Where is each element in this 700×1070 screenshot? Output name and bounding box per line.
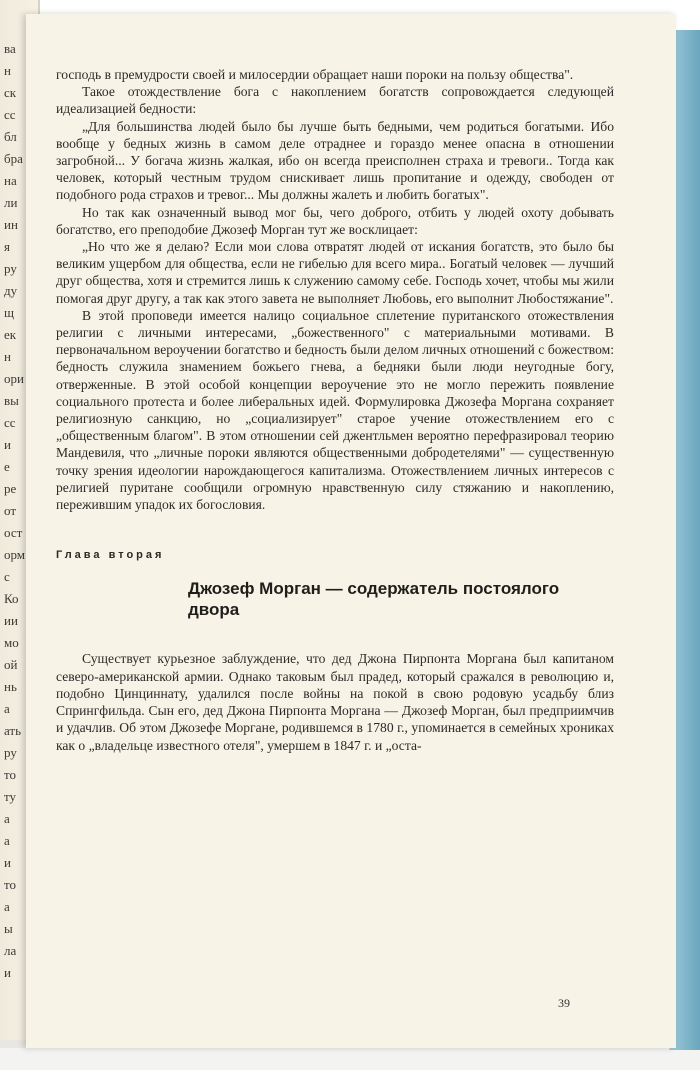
previous-page-fragment: орм [4, 547, 26, 562]
previous-page-fragment: бл [4, 129, 17, 144]
previous-page-fragment: н [4, 349, 11, 364]
previous-page-fragment: ла [4, 943, 17, 958]
book-page [26, 14, 676, 1048]
previous-page-fragment: и [4, 437, 11, 452]
previous-page-fragment: ии [4, 613, 18, 628]
previous-page-fragment: ру [4, 745, 17, 760]
previous-page-fragment: а [4, 899, 10, 914]
previous-page-fragment: бра [4, 151, 23, 166]
previous-page-fragment: а [4, 811, 10, 826]
previous-page-fragment: щ [4, 305, 15, 320]
paragraph: Существует курьезное заблуждение, что дед Джона Пирпонта Моргана был капитаном северо-американской армии. Однако таковым был прадед, который сражался в революцию и, подобно Цинциннату, удалился после войны на покой в свою родовую усадьбу близ Спрингфильда. Сын его, дед Джона Пирпонта Моргана — Джозеф Морган, был предприимчив и удачлив. Об этом Джозефе Моргане, родившемся в 1780 г., упоминается в семейных хрониках как о „владельце известного отеля", умершем в 1847 г. и „оста- [56, 651, 614, 753]
previous-page-fragment: и [4, 855, 11, 870]
previous-page-fragment: ой [4, 657, 18, 672]
previous-page-fragment: ск [4, 85, 17, 100]
previous-page-fragment: с [4, 569, 10, 584]
previous-page-fragment: ори [4, 371, 24, 386]
previous-page-fragment: то [4, 877, 17, 892]
paragraph: Но так как означенный вывод мог бы, чего доброго, отбить у людей охоту добывать богатство, его преподобие Джозеф Морган тут же восклицает: [56, 204, 614, 237]
previous-page-fragment: ту [4, 789, 17, 804]
previous-page-fragment: я [4, 239, 10, 254]
chapter-title: Джозеф Морган — содержатель постоялого двора [188, 579, 560, 620]
previous-page-fragment: и [4, 965, 11, 980]
paragraph: „Для большинства людей было бы лучше быть бедными, чем родиться богатыми. Ибо вообще у бедных жизнь в самом деле отраднее и гораздо менее опасна в отношении загробной... У богача жизнь жалкая, ибо он всегда преисполнен страха и тревоги.. Тогда как человек, который честным трудом снискивает лишь пропитание и одежду, свободен от подобного рода страхов и тревог... Мы должны жалеть и любить богатых". [56, 118, 614, 203]
previous-page-fragment: ы [4, 921, 13, 936]
previous-page-fragment: на [4, 173, 17, 188]
previous-page-fragment: сс [4, 415, 16, 430]
previous-page-fragment: ду [4, 283, 18, 298]
previous-page-fragment: от [4, 503, 17, 518]
previous-page-fragment: Ко [4, 591, 19, 606]
previous-page-fragment: нь [4, 679, 17, 694]
page-number: 39 [558, 996, 570, 1010]
background-bottom [0, 1048, 700, 1070]
paragraph: В этой проповеди имеется налицо социальное сплетение пуританского отожествления религии с личными интересами, „божественного" с материальными мотивами. В первоначальном вероучении богатство и бедность были делом личных отношений с божеством: бедность служила знамением божьего гнева, а бедняки были люди неугодные богу, отверженные. В этой особой концепции вероучение это не могло пережить появление социального протеста и более либеральных идей. Формулировка Джозефа Моргана сохраняет религиозную санкцию, но „социализирует" старое учение отожествлением его с „общественным благом". В этом отношении сей джентльмен вероятно перефразировал теорию Мандевиля, что „личные пороки являются общественными добродетелями" — существенную точку зрения идеологии нарождающегося капитализма. Отожествлением личных интересов с религией пуритане сообщили огромную нравственную силу стяжанию и накоплению, пережившим упадок их богословия. [56, 307, 614, 513]
previous-page-fragment: ру [4, 261, 17, 276]
previous-page-fragment: то [4, 767, 17, 782]
paragraphs-before-chapter [56, 66, 614, 513]
previous-page-fragment: ост [4, 525, 23, 540]
paragraph: Такое отождествление бога с накоплением богатств сопровождается следующей идеализацией бедности: [56, 84, 614, 117]
previous-page-fragment: ре [4, 481, 17, 496]
previous-page-fragment: мо [4, 635, 19, 650]
chapter-label: Глава вторая [56, 549, 165, 562]
paragraph: господь в премудрости своей и милосердии обращает наши пороки на пользу общества". [56, 67, 574, 82]
previous-page-fragment: н [4, 63, 11, 78]
previous-page-fragment: е [4, 459, 10, 474]
previous-page-fragment: а [4, 833, 10, 848]
previous-page-fragment: ать [4, 723, 22, 738]
previous-page-fragment: ва [4, 41, 16, 56]
previous-page-fragment: сс [4, 107, 16, 122]
previous-page-fragment: ли [4, 195, 18, 210]
background-top [0, 0, 700, 14]
page-body [56, 66, 614, 754]
previous-page-fragment: ек [4, 327, 17, 342]
previous-page-fragment: вы [4, 393, 19, 408]
previous-page-fragment: а [4, 701, 10, 716]
paragraph: „Но что же я делаю? Если мои слова отвратят людей от искания богатств, это было бы великим ущербом для общества, если не гибелью для всего мира.. Богатый человек — лучший друг общества, хотя и стремится лишь к служению самому себе. Господь хочет, чтобы мы жили помогая друг другу, а так как этого завета не выполняет Любовь, его выполнит Любостяжание". [56, 239, 614, 306]
previous-page-fragment: ин [4, 217, 18, 232]
paragraphs-after-chapter [56, 650, 614, 753]
